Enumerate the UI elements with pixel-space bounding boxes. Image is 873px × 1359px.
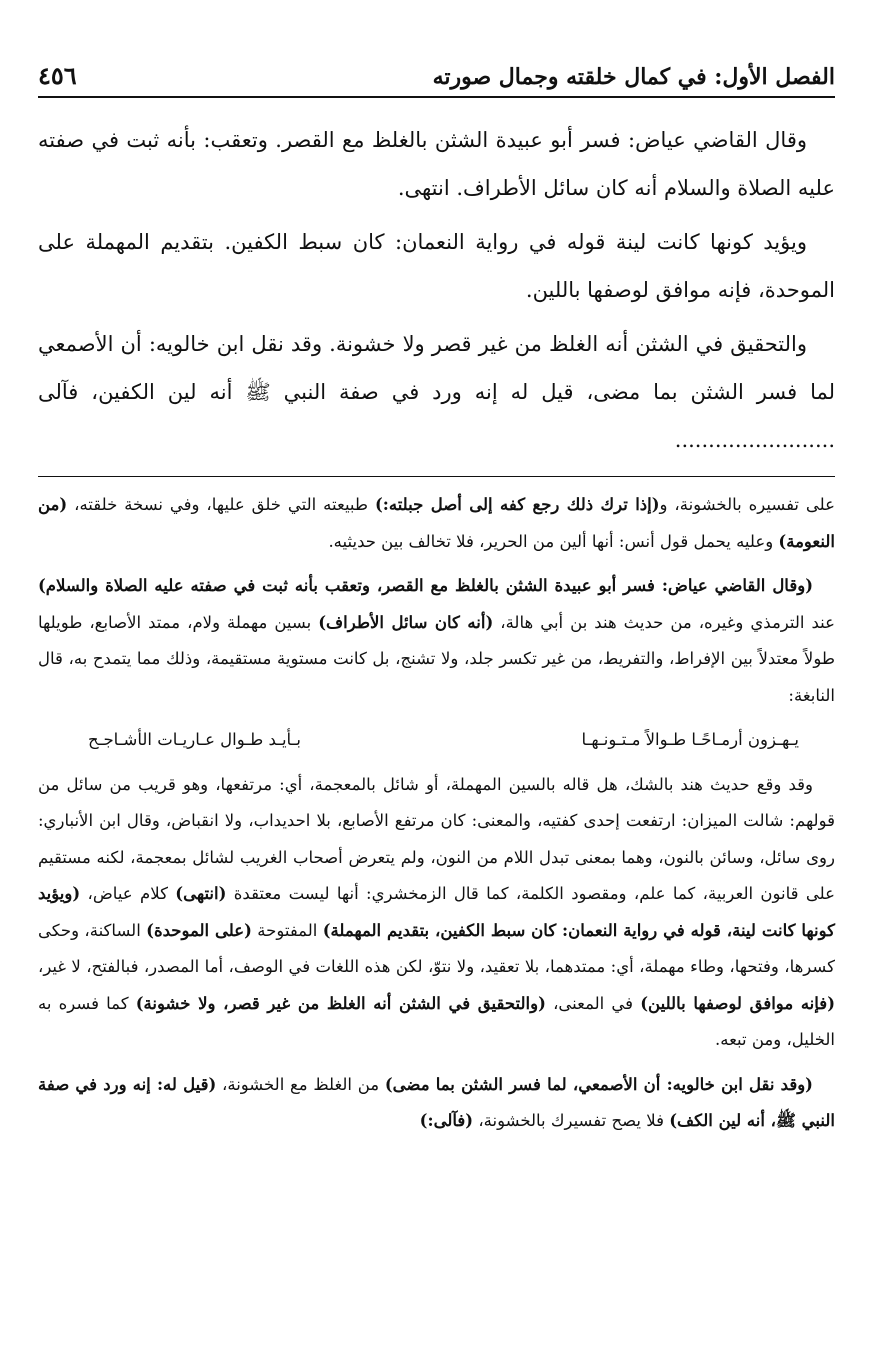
book-page (38, 52, 835, 1148)
poetry-verse (38, 722, 835, 759)
main-paragraph-3: والتحقيق في الشثن أنه الغلظ من غير قصر ولا خشونة. وقد نقل ابن خالويه: أن الأصمعي لما فسر الشثن بما مضى، قيل له إنه ورد في صفة النبي ﷺ أنه لين الكفين، فآلى ........................ (38, 332, 835, 452)
commentary-paragraph-1: على تفسيره بالخشونة، و(إذا ترك ذلك رجع كفه إلى أصل جبلته:) طبيعته التي خلق عليها، وفي نسخة خلقته، (من النعومة) وعليه يحمل قول أنس: أنها ألين من الحرير، فلا تخالف بين حديثيه. (38, 495, 835, 551)
footnote-separator (38, 476, 835, 477)
main-text (38, 116, 835, 464)
main-paragraph-2: ويؤيد كونها كانت لينة قوله في رواية النعمان: كان سبط الكفين. بتقديم المهملة على الموحدة، فإنه موافق لوصفها باللين. (38, 230, 835, 302)
page-number: ٤٥٦ (38, 61, 77, 90)
commentary-paragraph-4: (وقد نقل ابن خالويه: أن الأصمعي، لما فسر الشثن بما مضى) من الغلظ مع الخشونة، (قيل له: إنه ورد في صفة النبي ﷺ، أنه لين الكف) فلا يصح تفسيرك بالخشونة، (فآلى:) (38, 1074, 835, 1130)
commentary (38, 487, 835, 1140)
main-paragraph-1: وقال القاضي عياض: فسر أبو عبيدة الشثن بالغلظ مع القصر. وتعقب: بأنه ثبت في صفته عليه الصلاة والسلام أنه كان سائل الأطراف. انتهى. (38, 128, 835, 200)
commentary-paragraph-3: وقد وقع حديث هند بالشك، هل قاله بالسين المهملة، أو شائل بالمعجمة، أي: مرتفعها، وهو قريب من سائل من قولهم: شالت الميزان: ارتفعت إحدى كفتيه، والمعنى: كان مرتفع الأصابع، بلا احديداب، ولا انقباض، وقال ابن الأنباري: روى سائل، وسائن بالنون، وهما بمعنى تبدل اللام من النون، ولم يتعرض أصحاب الغريب لشائل بمعجمة، لكنه مستقيم على قانون العربية، كما علم، ومقصود الكلمة، كما قال الزمخشري: أنها ليست معتقدة (انتهى) كلام عياض، (ويؤيد كونها كانت لينة، قوله في رواية النعمان: كان سبط الكفين، بتقديم المهملة) المفتوحة (على الموحدة) الساكنة، وحكى كسرها، وفتحها، وطاء مهملة، أي: ممتدهما، بلا تعقيد، ولا نتوّ، لكن هذه اللغات في الوصف، أما المصدر، فبالفتح، لا غير، (فإنه موافق لوصفها باللين) في المعنى، (والتحقيق في الشثن أنه الغلظ من غير قصر، ولا خشونة) كما فسره به الخليل، ومن تبعه. (38, 774, 835, 1049)
chapter-title: الفصل الأول: في كمال خلقته وجمال صورته (432, 64, 835, 90)
verse-second-hemistich: بـأيـد طـوال عـاريـات الأشـاجـح (88, 730, 302, 749)
verse-first-hemistich: يـهـزون أرمـاحًـا طـوالاً مـتـونـهـا (581, 730, 799, 749)
page-header (38, 52, 835, 98)
commentary-paragraph-2: (وقال القاضي عياض: فسر أبو عبيدة الشثن بالغلظ مع القصر، وتعقب بأنه ثبت في صفته عليه الصلاة والسلام) عند الترمذي وغيره، من حديث هند بن أبي هالة، (أنه كان سائل الأطراف) بسين مهملة ولام، ممتد الأصابع، طويلها طولاً معتدلاً بين الإفراط، والتفريط، من غير تكسر جلد، ولا تشنج، بل كانت مستوية مستقيمة، وذلك مما يتمدح به، قال النابغة: (38, 576, 835, 705)
